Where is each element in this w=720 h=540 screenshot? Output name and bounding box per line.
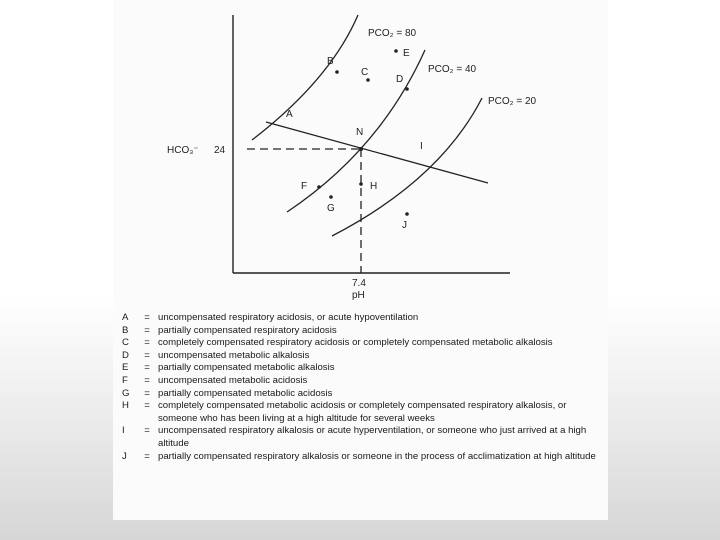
legend-equals: = <box>144 312 150 323</box>
label-pco2-80: PCO₂ = 80 <box>368 28 417 39</box>
legend-code: E <box>122 362 129 374</box>
label-pco2-20: PCO₂ = 20 <box>488 96 537 107</box>
legend-equals: = <box>144 387 150 399</box>
point-b <box>335 70 339 74</box>
legend-description: partially compensated respiratory alkalosis or someone in the process of acclimatization at high altitude <box>158 450 596 462</box>
legend-equals: = <box>144 337 150 349</box>
point-f <box>317 185 321 189</box>
label-point-f: F <box>301 181 308 192</box>
legend-row <box>122 312 602 325</box>
point-h <box>359 182 363 186</box>
legend-row <box>122 350 602 363</box>
legend-equals: = <box>144 374 150 386</box>
legend-description: uncompensated respiratory acidosis, or acute hypoventilation <box>158 312 419 323</box>
legend-equals: = <box>144 425 150 437</box>
legend-description: partially compensated respiratory acidosis <box>158 324 337 336</box>
legend-code: J <box>122 450 127 462</box>
label-point-n: N <box>356 127 364 138</box>
curve-pco2-80 <box>252 15 358 140</box>
legend-code: A <box>122 312 129 323</box>
legend-code: G <box>122 387 130 399</box>
legend-equals: = <box>144 400 150 412</box>
legend-equals: = <box>144 362 150 374</box>
legend-description: completely compensated respiratory acidosis or completely compensated metabolic alkalosis <box>158 337 553 349</box>
label-point-c: C <box>361 67 369 78</box>
point-g <box>329 195 333 199</box>
legend-row <box>122 325 602 338</box>
label-point-b: B <box>327 56 334 67</box>
legend-description: completely compensated metabolic acidosis or completely compensated respiratory alkalosis, or someone who has been living at a high altitude for several weeks <box>158 400 567 424</box>
x-axis-label: pH <box>352 290 365 300</box>
legend <box>122 312 602 463</box>
legend-row <box>122 425 602 450</box>
legend-row <box>122 362 602 375</box>
point-d <box>405 87 409 91</box>
buffer-line <box>266 122 488 183</box>
legend-row <box>122 375 602 388</box>
legend-description: partially compensated metabolic alkalosis <box>158 362 335 374</box>
label-point-e: E <box>403 48 410 59</box>
label-point-j: J <box>402 220 407 231</box>
label-point-h: H <box>370 181 378 192</box>
legend-row <box>122 388 602 401</box>
legend-equals: = <box>144 349 150 361</box>
label-point-a: A <box>286 109 293 120</box>
legend-row <box>122 400 602 425</box>
legend-code: B <box>122 324 129 336</box>
y-axis-tick: 24 <box>214 145 226 156</box>
legend-equals: = <box>144 450 150 462</box>
label-point-d: D <box>396 74 404 85</box>
label-point-g: G <box>327 203 335 214</box>
legend-description: uncompensated respiratory alkalosis or acute hyperventilation, or someone who just arrived at a high altitude <box>158 425 587 449</box>
legend-code: H <box>122 400 129 412</box>
legend-description: partially compensated metabolic acidosis <box>158 387 333 399</box>
label-pco2-40: PCO₂ = 40 <box>428 64 477 75</box>
point-j <box>405 212 409 216</box>
legend-description: uncompensated metabolic acidosis <box>158 374 308 386</box>
legend-row <box>122 337 602 350</box>
point-c <box>366 78 370 82</box>
x-axis-tick: 7.4 <box>352 278 366 289</box>
legend-equals: = <box>144 324 150 336</box>
label-point-i: I <box>420 141 423 152</box>
y-axis-label: HCO₃⁻ <box>167 145 199 156</box>
legend-code: D <box>122 349 129 361</box>
legend-code: F <box>122 374 128 386</box>
legend-code: I <box>122 425 125 437</box>
point-e <box>394 49 398 53</box>
legend-code: C <box>122 337 129 349</box>
point-n <box>359 147 363 151</box>
legend-row <box>122 451 602 464</box>
legend-description: uncompensated metabolic alkalosis <box>158 349 310 361</box>
